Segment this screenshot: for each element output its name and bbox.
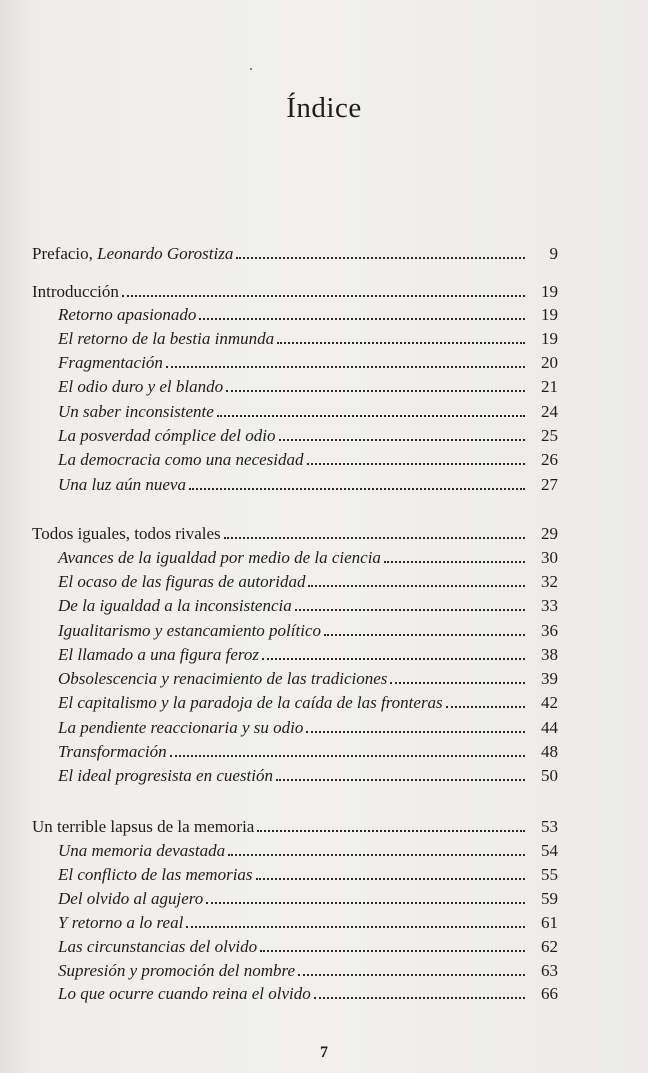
toc-entry-title: El odio duro y el blando	[58, 377, 224, 396]
dot-leader	[314, 983, 525, 999]
toc-entry-title: El llamado a una figura feroz	[58, 645, 260, 664]
toc-chapter	[32, 243, 558, 265]
dot-leader	[256, 864, 525, 880]
toc-entry-title: El ocaso de las figuras de autoridad	[58, 572, 306, 591]
dot-leader	[236, 243, 525, 259]
dot-leader	[384, 547, 525, 563]
toc-subentry	[58, 888, 558, 910]
dot-leader	[257, 816, 525, 832]
toc-subentry	[58, 864, 558, 886]
toc-subentry	[58, 328, 558, 350]
toc-subentry	[58, 983, 558, 1005]
dot-leader	[186, 912, 525, 928]
toc-entry-title: Una luz aún nueva	[58, 475, 186, 494]
toc-entry-title: Lo que ocurre cuando reina el olvido	[58, 984, 311, 1003]
toc-subentry	[58, 692, 558, 714]
toc-page-number: 54	[541, 841, 558, 860]
toc-entry-title: Un saber inconsistente	[58, 402, 214, 421]
toc-subentry	[58, 376, 558, 398]
toc-page-number: 39	[541, 669, 558, 688]
toc-chapter	[32, 816, 558, 838]
toc-page-number: 26	[541, 450, 558, 469]
toc-subentry	[58, 547, 558, 569]
toc-page-number: 48	[541, 742, 558, 761]
toc-page-number: 44	[541, 718, 558, 737]
dot-leader	[224, 523, 525, 539]
toc-subentry	[58, 644, 558, 666]
toc-page-number: 19	[541, 282, 558, 301]
toc-page-number: 21	[541, 377, 558, 396]
toc-page-number: 25	[541, 426, 558, 445]
toc-subentry	[58, 571, 558, 593]
toc-subentry	[58, 668, 558, 690]
dot-leader	[199, 304, 525, 320]
dot-leader	[276, 765, 525, 781]
toc-entry-title: El retorno de la bestia inmunda	[58, 329, 275, 348]
toc-entry-title: Retorno apasionado	[58, 305, 197, 324]
toc-page-number: 42	[541, 693, 558, 712]
toc-page-number: 62	[541, 937, 558, 956]
dot-leader	[170, 741, 525, 757]
toc-entry-title: Una memoria devastada	[58, 841, 226, 860]
toc-subentry	[58, 936, 558, 958]
toc-entry-title: Avances de la igualdad por medio de la ciencia	[58, 548, 381, 567]
dot-leader	[260, 936, 525, 952]
toc-entry-title: Transformación	[58, 742, 167, 761]
toc-page-number: 32	[541, 572, 558, 591]
toc-subentry	[58, 425, 558, 447]
toc-subentry	[58, 595, 558, 617]
toc-page-number: 29	[541, 524, 558, 543]
toc-subentry	[58, 912, 558, 934]
ink-speck	[250, 68, 252, 70]
toc-page-number: 36	[541, 621, 558, 640]
toc-page-number: 19	[541, 305, 558, 324]
toc-subentry	[58, 840, 558, 862]
dot-leader	[262, 644, 525, 660]
dot-leader	[122, 281, 525, 297]
toc-entry-title: La pendiente reaccionaria y su odio	[58, 718, 304, 737]
dot-leader	[279, 425, 526, 441]
toc-page-number: 20	[541, 353, 558, 372]
toc-entry-title: Un terrible lapsus de la memoria	[32, 817, 255, 836]
toc-subentry	[58, 304, 558, 326]
dot-leader	[298, 960, 525, 976]
toc-page-number: 19	[541, 329, 558, 348]
dot-leader	[307, 449, 525, 465]
toc-chapter	[32, 281, 558, 303]
toc-page-number: 63	[541, 961, 558, 980]
toc-page-number: 55	[541, 865, 558, 884]
toc-subentry	[58, 960, 558, 982]
toc-subentry	[58, 401, 558, 423]
toc-page-number: 61	[541, 913, 558, 932]
toc-entry-title: Prefacio, Leonardo Gorostiza	[32, 244, 234, 263]
toc-page-number: 33	[541, 596, 558, 615]
toc-page-number: 9	[549, 244, 558, 263]
toc-page-number: 50	[541, 766, 558, 785]
toc-entry-title: Las circunstancias del olvido	[58, 937, 258, 956]
dot-leader	[324, 620, 525, 636]
dot-leader	[295, 595, 525, 611]
toc-entry-title: La democracia como una necesidad	[58, 450, 304, 469]
toc-entry-title: Supresión y promoción del nombre	[58, 961, 296, 980]
toc-subentry	[58, 449, 558, 471]
dot-leader	[206, 888, 525, 904]
toc-page-number: 66	[541, 984, 558, 1003]
toc-entry-title: La posverdad cómplice del odio	[58, 426, 276, 445]
toc-entry-title: El capitalismo y la paradoja de la caída de las fronteras	[58, 693, 443, 712]
toc-entry-title: Todos iguales, todos rivales	[32, 524, 221, 543]
dot-leader	[189, 474, 525, 490]
dot-leader	[226, 376, 525, 392]
dot-leader	[308, 571, 525, 587]
dot-leader	[166, 352, 525, 368]
toc-page-number: 53	[541, 817, 558, 836]
toc-entry-title: Obsolescencia y renacimiento de las tradiciones	[58, 669, 388, 688]
dot-leader	[228, 840, 525, 856]
toc-page-number: 27	[541, 475, 558, 494]
toc-entry-author: Leonardo Gorostiza	[97, 244, 234, 263]
toc-subentry	[58, 352, 558, 374]
toc-entry-title: El ideal progresista en cuestión	[58, 766, 273, 785]
toc-page-number: 24	[541, 402, 558, 421]
toc-subentry	[58, 620, 558, 642]
page-title: Índice	[286, 92, 362, 124]
dot-leader	[390, 668, 525, 684]
toc-page-number: 30	[541, 548, 558, 567]
toc-subentry	[58, 765, 558, 787]
toc-entry-title: El conflicto de las memorias	[58, 865, 253, 884]
dot-leader	[446, 692, 525, 708]
toc-subentry	[58, 717, 558, 739]
toc-subentry	[58, 741, 558, 763]
toc-entry-title: Y retorno a lo real	[58, 913, 184, 932]
toc-entry-title: Fragmentación	[58, 353, 163, 372]
toc-page-number: 59	[541, 889, 558, 908]
dot-leader	[277, 328, 525, 344]
dot-leader	[217, 401, 525, 417]
page-number: 7	[320, 1044, 328, 1061]
toc-page-number: 38	[541, 645, 558, 664]
toc-entry-title: De la igualdad a la inconsistencia	[58, 596, 292, 615]
toc-entry-title: Del olvido al agujero	[58, 889, 204, 908]
toc-entry-title: Introducción	[32, 282, 119, 301]
dot-leader	[306, 717, 525, 733]
toc-subentry	[58, 474, 558, 496]
toc-chapter	[32, 523, 558, 545]
toc-entry-title: Igualitarismo y estancamiento político	[58, 621, 321, 640]
